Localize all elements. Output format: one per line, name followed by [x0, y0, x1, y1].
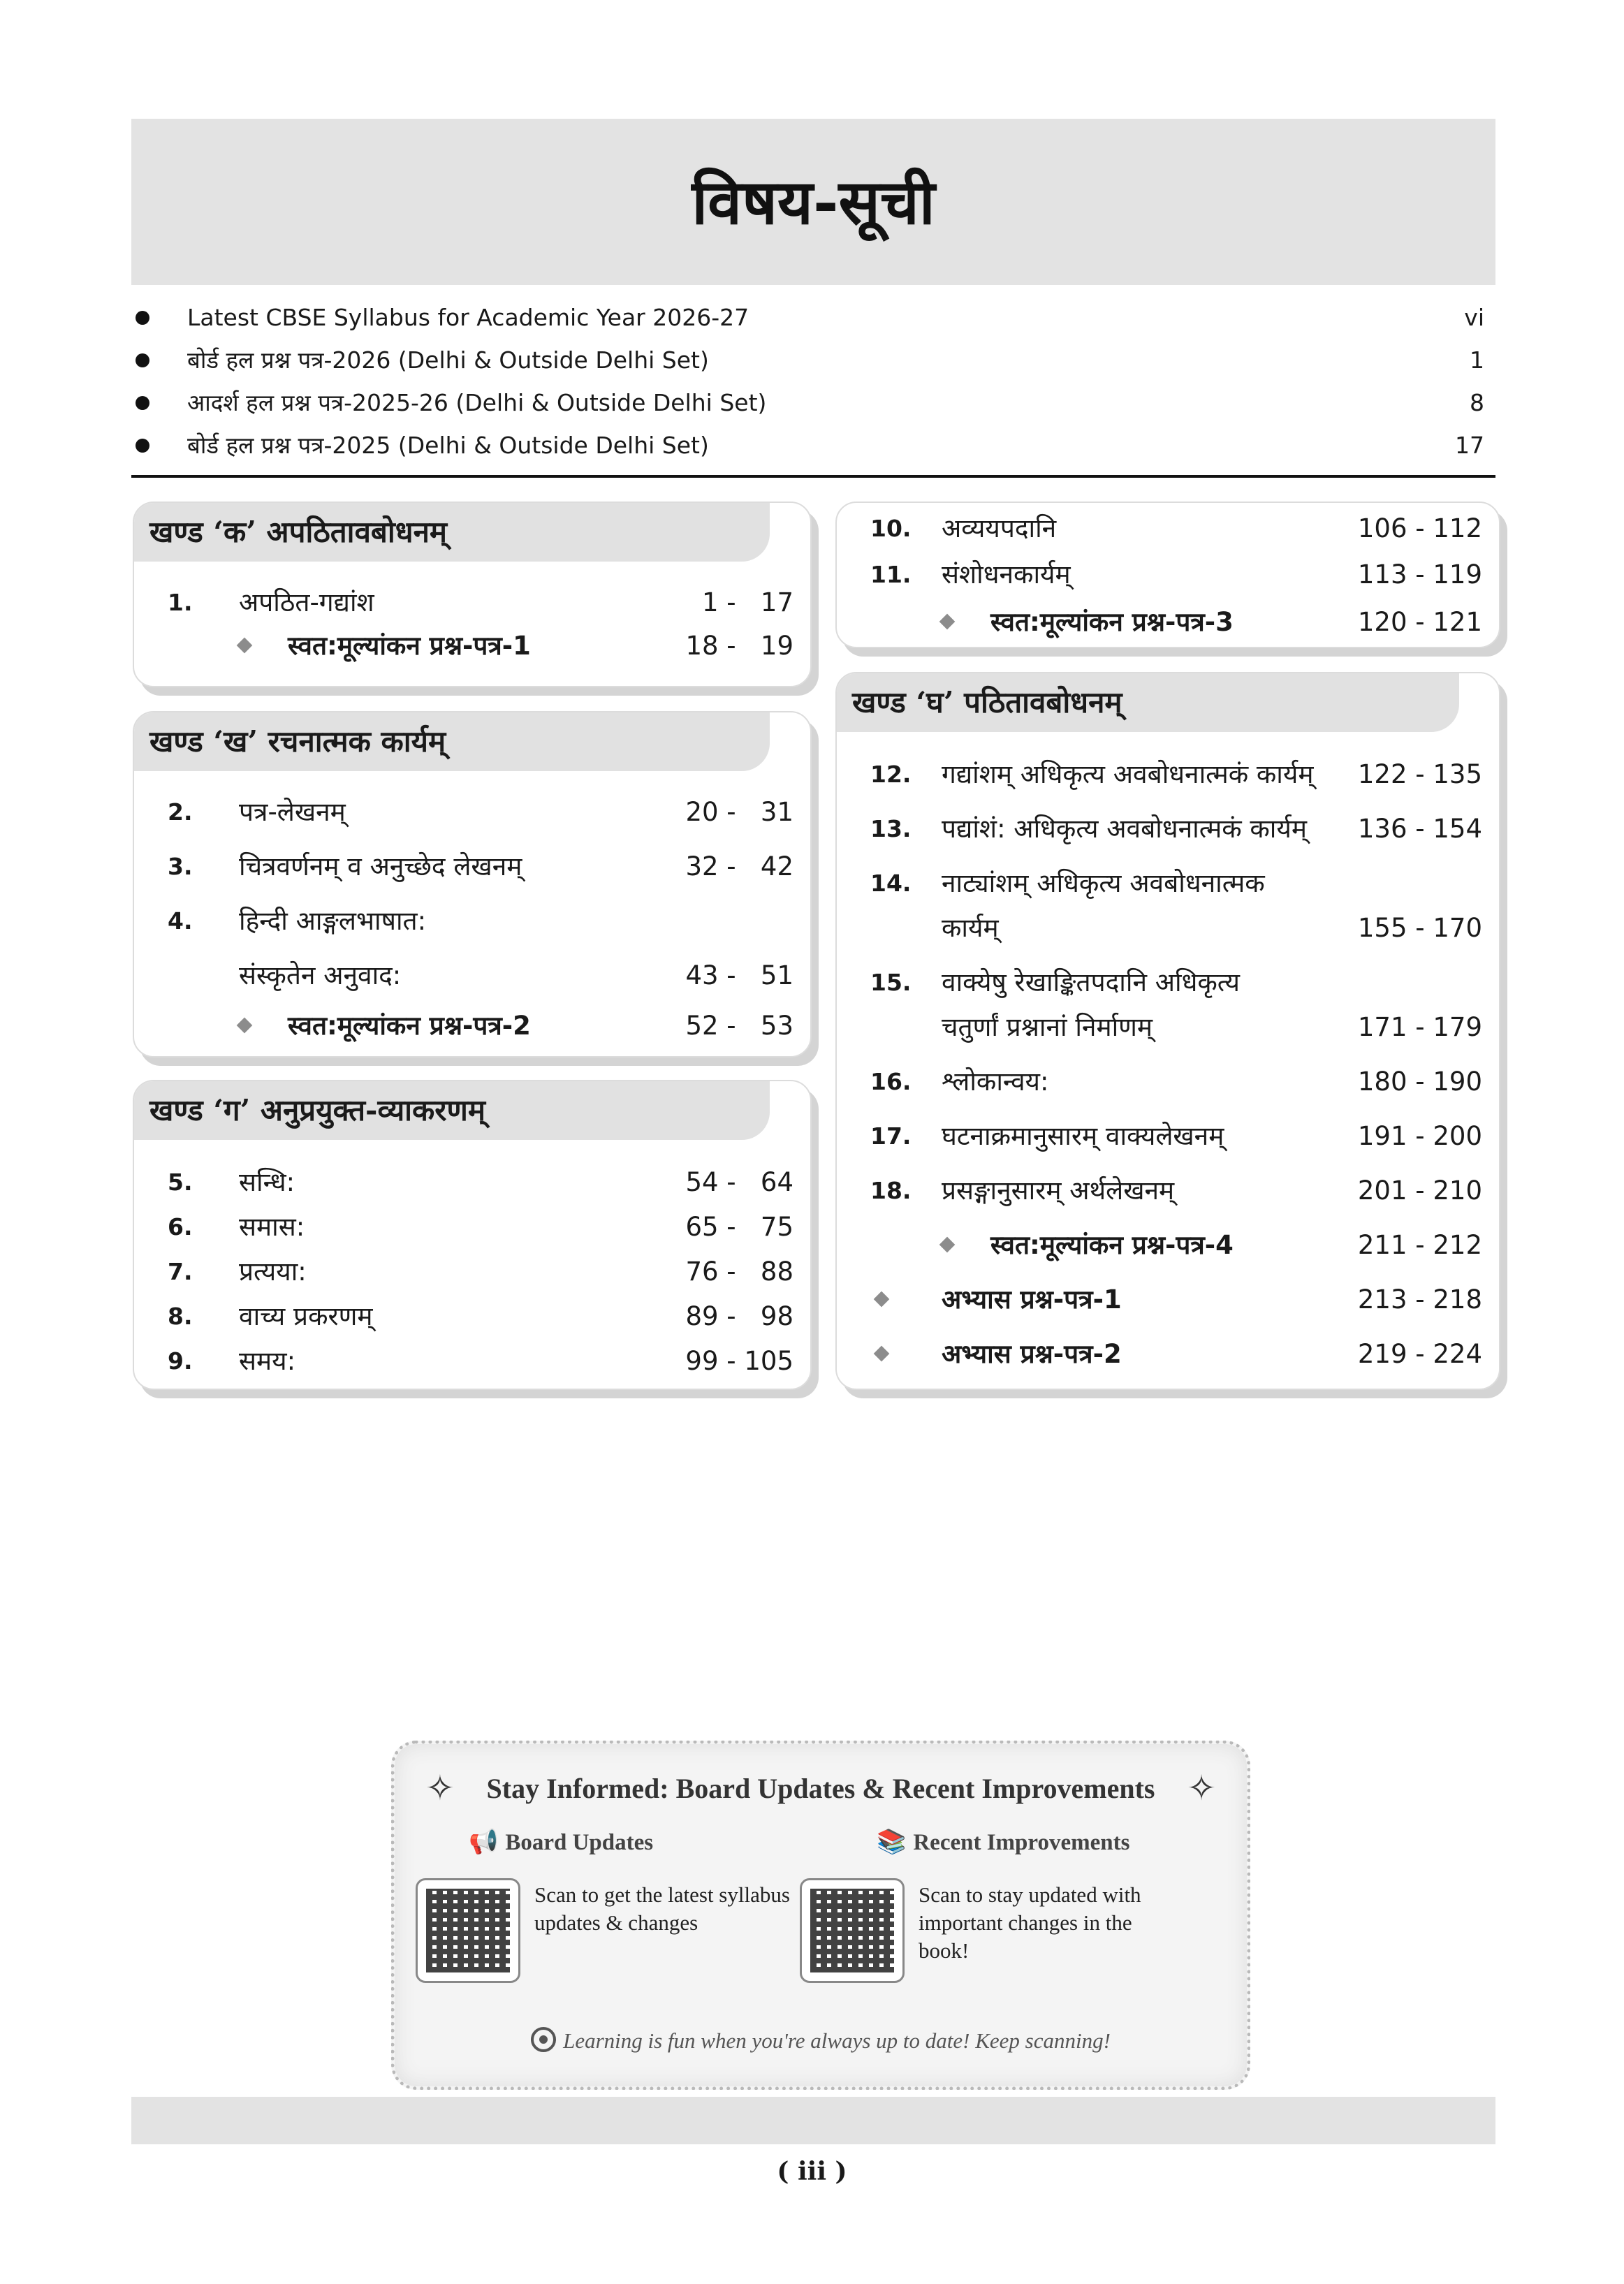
target-icon: [531, 2027, 556, 2052]
bullet-icon: [136, 396, 149, 410]
row-title: पद्यांशं: अधिकृत्य अवबोधनात्मकं कार्यम्: [942, 814, 1307, 844]
item-page: vi: [1464, 304, 1484, 331]
section-kha-box: [133, 711, 812, 1057]
row-pages: 106 - 112: [1357, 513, 1482, 543]
row-pages: 1 - 17: [701, 587, 793, 617]
row-number: 4.: [168, 907, 193, 935]
row-pages: 43 - 51: [685, 960, 793, 990]
bullet-icon: [136, 439, 149, 453]
row-pages: 213 - 218: [1357, 1284, 1482, 1315]
row-title: वाच्य प्रकरणम्: [239, 1301, 373, 1331]
row-number: 17.: [870, 1122, 912, 1150]
recent-improvements-heading: [877, 1828, 1129, 1856]
row-title: हिन्दी आङ्गलभाषात:: [239, 906, 427, 936]
row-number: 18.: [870, 1177, 912, 1204]
row-pages: 191 - 200: [1357, 1121, 1482, 1151]
row-title: चतुर्णां प्रश्नानां निर्माणम्: [942, 1012, 1153, 1042]
megaphone-icon: 📢: [469, 1829, 499, 1855]
updates-card: [391, 1741, 1250, 2090]
row-pages: 54 - 64: [685, 1167, 793, 1197]
row-title: सन्धि:: [239, 1167, 295, 1197]
row-number: 3.: [168, 853, 193, 880]
row-number: 11.: [870, 561, 912, 588]
recent-improvements-description: Scan to stay updated with important changes in the book!: [919, 1882, 1141, 1963]
row-number: 2.: [168, 798, 193, 826]
row-number: 1.: [168, 589, 193, 616]
row-pages: 113 - 119: [1357, 559, 1482, 590]
diamond-icon: [874, 1346, 890, 1362]
row-number: 14.: [870, 870, 912, 897]
row-title: गद्यांशम् अधिकृत्य अवबोधनात्मकं कार्यम्: [942, 759, 1314, 789]
sparkle-icon: ✧: [425, 1769, 455, 1808]
row-title: संशोधनकार्यम्: [942, 559, 1071, 590]
item-label: Latest CBSE Syllabus for Academic Year 2026-27: [187, 304, 749, 331]
item-page: 8: [1470, 389, 1484, 416]
row-title: अव्ययपदानि: [942, 513, 1057, 543]
row-pages: 155 - 170: [1357, 913, 1482, 943]
board-updates-qr-code[interactable]: [416, 1878, 520, 1983]
row-title: स्वत:मूल्यांकन प्रश्न-पत्र-1: [288, 631, 531, 661]
item-label: बोर्ड हल प्रश्न पत्र-2025 (Delhi & Outside Delhi Set): [187, 432, 709, 459]
row-number: 16.: [870, 1068, 912, 1095]
row-pages: 20 - 31: [685, 797, 793, 827]
row-title: प्रत्यया:: [239, 1257, 307, 1287]
row-number: 8.: [168, 1303, 193, 1330]
row-pages: 76 - 88: [685, 1257, 793, 1287]
item-label: आदर्श हल प्रश्न पत्र-2025-26 (Delhi & Outside Delhi Set): [187, 389, 767, 416]
item-page: 17: [1455, 432, 1484, 459]
board-updates-description: Scan to get the latest syllabus updates & changes: [534, 1882, 790, 1935]
section-gha-box: [835, 672, 1500, 1390]
item-page: 1: [1470, 346, 1484, 374]
row-pages: 122 - 135: [1357, 759, 1482, 789]
row-title: वाक्येषु रेखाङ्कितपदानि अधिकृत्य: [942, 967, 1240, 997]
row-title: स्वत:मूल्यांकन प्रश्न-पत्र-3: [990, 607, 1234, 637]
page-number: ( iii ): [777, 2157, 847, 2186]
row-pages: 219 - 224: [1357, 1339, 1482, 1369]
row-number: 6.: [168, 1213, 193, 1240]
updates-card-title: Stay Informed: Board Updates & Recent Improvements: [486, 1773, 1155, 1804]
row-title: पत्र-लेखनम्: [239, 797, 346, 827]
board-updates-heading: [469, 1828, 653, 1856]
books-icon: 📚: [877, 1829, 907, 1855]
page-title: विषय-सूची: [692, 166, 935, 238]
diamond-icon: [237, 1018, 253, 1034]
row-number: 5.: [168, 1169, 193, 1196]
diamond-icon: [939, 614, 956, 630]
row-number: 15.: [870, 969, 912, 996]
top-items-list: [131, 296, 1495, 467]
row-title: अभ्यास प्रश्न-पत्र-1: [942, 1284, 1122, 1315]
row-title: समय:: [239, 1346, 296, 1376]
row-title: श्लोकान्वय:: [942, 1067, 1049, 1097]
row-pages: 136 - 154: [1357, 814, 1482, 844]
row-title: कार्यम्: [942, 913, 999, 943]
diamond-icon: [939, 1237, 956, 1253]
row-title: स्वत:मूल्यांकन प्रश्न-पत्र-2: [288, 1011, 531, 1041]
row-number: 7.: [168, 1258, 193, 1285]
row-pages: 201 - 210: [1357, 1176, 1482, 1206]
bullet-icon: [136, 311, 149, 325]
recent-improvements-qr-code[interactable]: [800, 1878, 905, 1983]
row-title: समास:: [239, 1212, 305, 1242]
list-item[interactable]: [131, 296, 1495, 339]
diamond-icon: [237, 638, 253, 654]
section-heading: खण्ड ‘घ’ पठितावबोधनम्: [837, 673, 1459, 732]
row-title: चित्रवर्णनम् व अनुच्छेद लेखनम्: [239, 851, 522, 881]
section-heading: खण्ड ‘ग’ अनुप्रयुक्त-व्याकरणम्: [134, 1081, 770, 1140]
row-title: स्वत:मूल्यांकन प्रश्न-पत्र-4: [990, 1230, 1234, 1260]
row-title: अपठित-गद्यांश: [239, 587, 374, 617]
title-band: [131, 119, 1495, 285]
item-label: बोर्ड हल प्रश्न पत्र-2026 (Delhi & Outside Delhi Set): [187, 346, 709, 374]
list-item[interactable]: [131, 424, 1495, 467]
diamond-icon: [874, 1291, 890, 1308]
row-pages: 171 - 179: [1357, 1012, 1482, 1042]
recent-improvements-label: Recent Improvements: [913, 1830, 1130, 1855]
row-pages: 89 - 98: [685, 1301, 793, 1331]
row-pages: 211 - 212: [1357, 1230, 1482, 1260]
row-number: 10.: [870, 515, 912, 542]
row-number: 13.: [870, 815, 912, 842]
row-title: संस्कृतेन अनुवाद:: [239, 960, 402, 990]
bottom-band: [131, 2097, 1495, 2144]
board-updates-label: Board Updates: [505, 1830, 654, 1855]
section-ka-box: [133, 502, 812, 687]
row-title: अभ्यास प्रश्न-पत्र-2: [942, 1339, 1122, 1369]
row-pages: 65 - 75: [685, 1212, 793, 1242]
updates-tagline: [395, 2027, 1247, 2054]
divider: [131, 475, 1495, 478]
row-pages: 18 - 19: [685, 631, 793, 661]
section-ga-box: [133, 1080, 812, 1390]
row-pages: 32 - 42: [685, 851, 793, 881]
bullet-icon: [136, 353, 149, 367]
row-title: घटनाक्रमानुसारम् वाक्यलेखनम्: [942, 1121, 1224, 1151]
row-pages: 99 - 105: [685, 1346, 793, 1376]
row-pages: 120 - 121: [1357, 607, 1482, 637]
list-item[interactable]: [131, 339, 1495, 381]
row-number: 12.: [870, 761, 912, 788]
row-pages: 180 - 190: [1357, 1067, 1482, 1097]
section-ga-continued-box: [835, 502, 1500, 648]
row-title: नाट्यांशम् अधिकृत्य अवबोधनात्मक: [942, 868, 1265, 898]
sparkle-icon: ✧: [1187, 1769, 1216, 1808]
section-heading: खण्ड ‘क’ अपठितावबोधनम्: [134, 503, 770, 562]
section-heading: खण्ड ‘ख’ रचनात्मक कार्यम्: [134, 712, 770, 771]
tagline-text: Learning is fun when you're always up to date! Keep scanning!: [563, 2028, 1111, 2053]
row-number: 9.: [168, 1347, 193, 1375]
list-item[interactable]: [131, 381, 1495, 424]
row-pages: 52 - 53: [685, 1011, 793, 1041]
row-title: प्रसङ्गानुसारम् अर्थलेखनम्: [942, 1176, 1175, 1206]
